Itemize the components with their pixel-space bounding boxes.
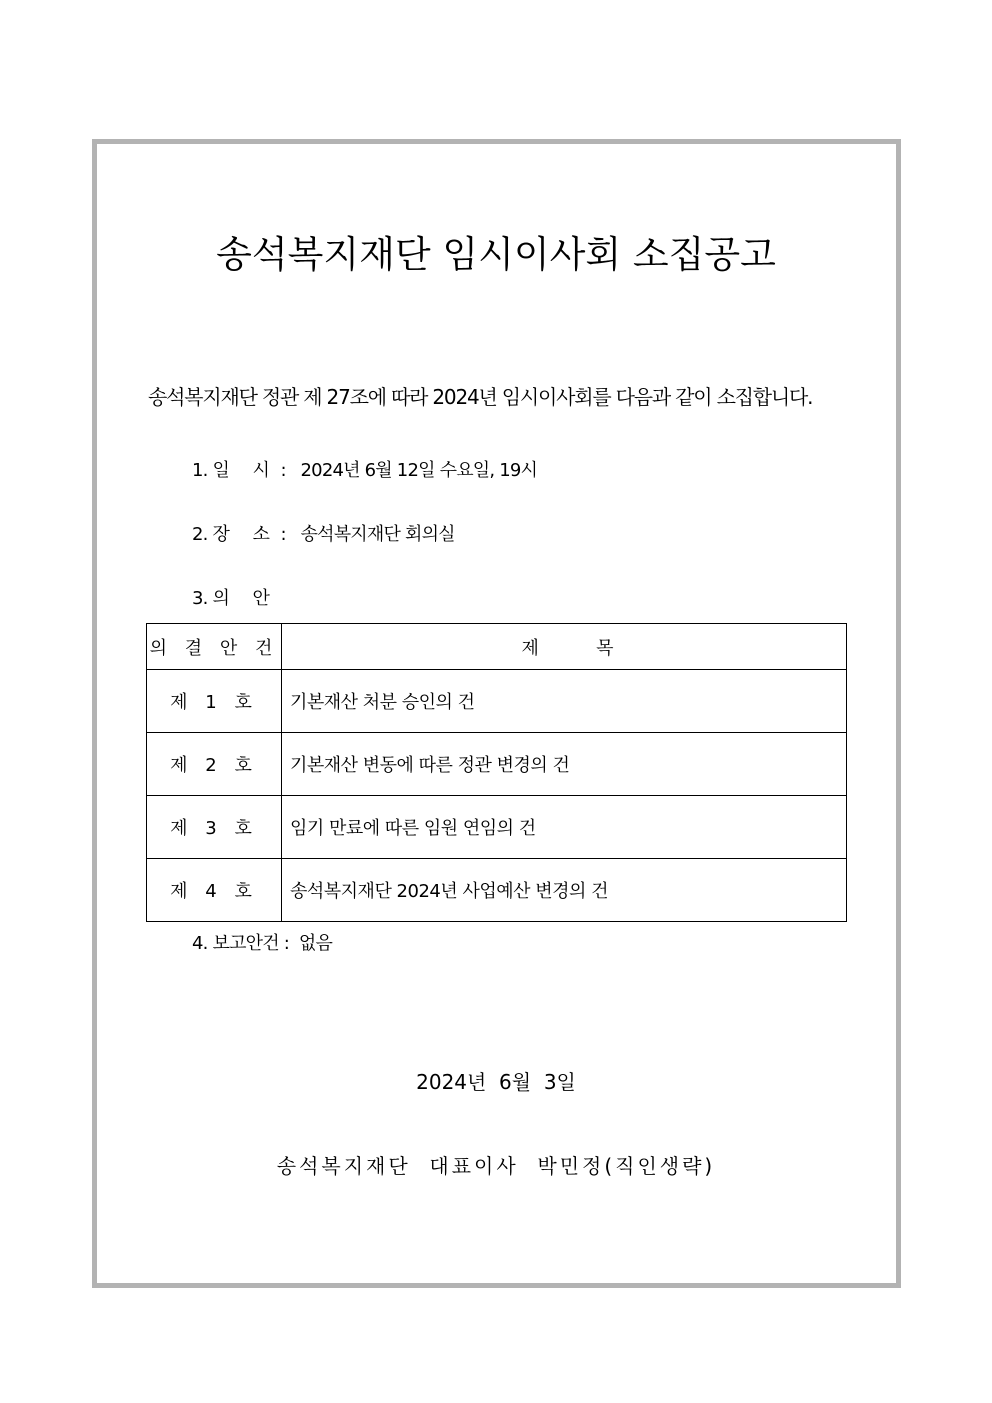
table-row	[147, 796, 847, 859]
agenda-subject: 임기 만료에 따른 임원 연임의 건	[282, 796, 847, 859]
item-label-a: 장	[212, 524, 230, 545]
item-report	[192, 929, 332, 955]
agenda-no: 제 4 호	[147, 859, 282, 922]
intro-paragraph: 송석복지재단 정관 제 27조에 따라 2024년 임시이사회를 다음과 같이 소집합니다.	[148, 385, 813, 409]
item-separator: :	[280, 524, 286, 545]
document-title: 송석복지재단 임시이사회 소집공고	[216, 233, 776, 276]
header-subject: 제 목	[282, 624, 847, 670]
item-label-b: 시	[252, 460, 270, 481]
item-separator: :	[280, 460, 286, 481]
item-value: 송석복지재단 회의실	[300, 524, 455, 545]
agenda-subject: 기본재산 변동에 따른 정관 변경의 건	[282, 733, 847, 796]
signer: 송석복지재단 대표이사 박민정(직인생략)	[276, 1154, 716, 1178]
notice-date: 2024년 6월 3일	[416, 1070, 576, 1094]
item-number: 4.	[192, 933, 208, 954]
item-number: 1.	[192, 460, 208, 481]
item-agenda	[192, 584, 281, 610]
item-number: 3.	[192, 588, 208, 609]
item-label-b: 소	[252, 524, 270, 545]
item-place	[192, 520, 455, 546]
table-row	[147, 733, 847, 796]
table-row	[147, 859, 847, 922]
agenda-subject: 송석복지재단 2024년 사업예산 변경의 건	[282, 859, 847, 922]
table-header-row	[147, 624, 847, 670]
item-label-b: 안	[252, 588, 270, 609]
item-datetime	[192, 456, 537, 482]
header-agenda-no: 의 결 안 건	[147, 624, 282, 670]
item-label-a: 일	[212, 460, 230, 481]
item-label: 보고안건	[212, 933, 279, 954]
agenda-table	[146, 623, 847, 922]
agenda-no: 제 1 호	[147, 670, 282, 733]
agenda-no: 제 2 호	[147, 733, 282, 796]
agenda-no: 제 3 호	[147, 796, 282, 859]
item-number: 2.	[192, 524, 208, 545]
item-separator: :	[283, 933, 290, 954]
agenda-subject: 기본재산 처분 승인의 건	[282, 670, 847, 733]
item-value: 없음	[298, 933, 333, 954]
table-row	[147, 670, 847, 733]
item-label-a: 의	[212, 588, 230, 609]
item-value: 2024년 6월 12일 수요일, 19시	[300, 460, 538, 481]
